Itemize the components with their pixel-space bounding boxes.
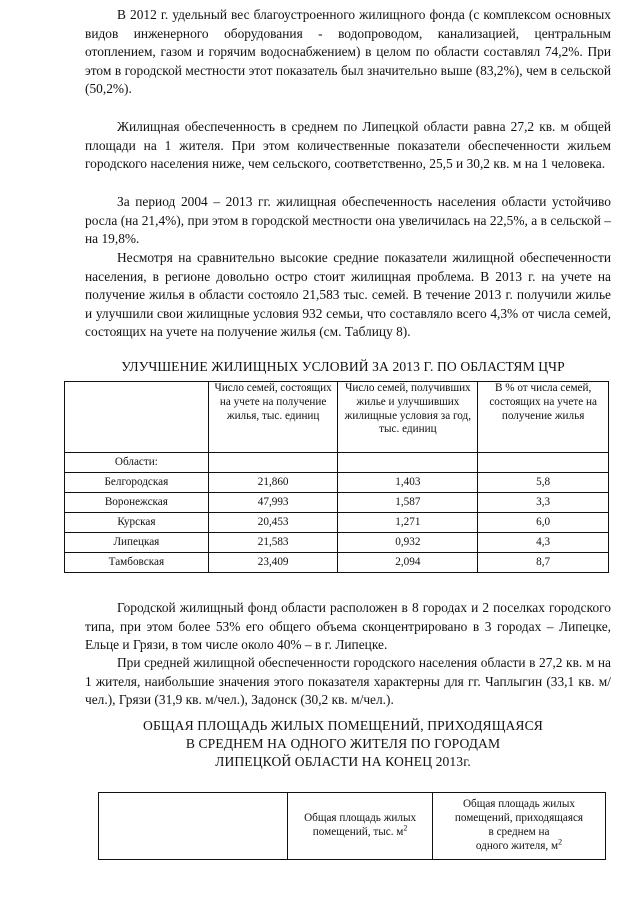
families-improved: 1,271 (338, 513, 478, 533)
table-row (65, 473, 609, 493)
table-row (65, 513, 609, 533)
region-name: Тамбовская (65, 553, 209, 573)
paragraph-urban-housing-provision: При средней жилищной обеспеченности городского населения области в 27,2 кв. м на 1 жителя, наибольшие значения этого показателя характерны для гг. Чаплыгин (33,1 кв. м/чел.), Грязи (31,9 кв. м/чел.), Задонск (30,2 кв. м/чел.). (85, 655, 611, 708)
families-registered: 21,860 (208, 473, 338, 493)
superscript: 2 (403, 823, 408, 833)
table-header-area-per-resident: Общая площадь жилых помещений, приходящаяся в среднем на одного жителя, $м^2$ (432, 793, 605, 860)
living-area-table (98, 792, 606, 860)
table-header-cell-empty (65, 382, 209, 453)
region-name: Белгородская (65, 473, 209, 493)
paragraph-housing-growth: За период 2004 – 2013 гг. жилищная обеспеченность населения области устойчиво росла (на 21,4%), при этом в городской местности она увеличилась на 22,5%, а в сельской – на 19,8%. (85, 194, 611, 247)
region-name: Липецкая (65, 533, 209, 553)
percent-improved: 4,3 (478, 533, 609, 553)
table-header-cell-empty (99, 793, 288, 860)
table-header-total-area: Общая площадь жилых помещений, тыс. $м^2$ (288, 793, 433, 860)
table-header-percent: В % от числа семей, состоящих на учете на получение жилья (478, 382, 609, 453)
region-name: Курская (65, 513, 209, 533)
percent-improved: 8,7 (478, 553, 609, 573)
housing-improvement-table (64, 381, 609, 573)
table2-title-line: ОБЩАЯ ПЛОЩАДЬ ЖИЛЫХ ПОМЕЩЕНИЙ, ПРИХОДЯЩАЯСЯ (143, 718, 543, 733)
percent-improved: 3,3 (478, 493, 609, 513)
paragraph-housing-provision: Жилищная обеспеченность в среднем по Липецкой области равна 27,2 кв. м общей площади на 1 жителя. При этом количественные показатели обеспеченности жильем городского населения ниже, чем сельского, соответственно, 25,5 и 30,2 кв. м на 1 человека. (85, 119, 611, 172)
families-registered: 21,583 (208, 533, 338, 553)
families-improved: 1,587 (338, 493, 478, 513)
table-group-row (65, 453, 609, 473)
paragraph-housing-amenities: В 2012 г. удельный вес благоустроенного жилищного фонда (с комплексом основных видов инженерного оборудования - водопроводом, канализацией, центральным отоплением, газом и горячим водоснабжением) в целом по области составлял 74,2%. При этом в городской местности этот показатель был значительно выше (83,2%), чем в сельской (50,2%). (85, 7, 611, 97)
families-improved: 0,932 (338, 533, 478, 553)
paragraph-urban-housing-fund: Городской жилищный фонд области расположен в 8 городах и 2 поселках городского типа, при этом более 53% его общего объема сконцентрировано в 3 городах – Липецке, Ельце и Грязи, в том числе около 40% – в г. Липецке. (85, 600, 611, 653)
table2-title (60, 717, 626, 771)
table-header-families-improved: Число семей, получивших жилье и улучшивших жилищные условия за год, тыс. единиц (338, 382, 478, 453)
families-registered: 47,993 (208, 493, 338, 513)
percent-improved: 6,0 (478, 513, 609, 533)
table2-title-line: ЛИПЕЦКОЙ ОБЛАСТИ НА КОНЕЦ 2013г. (215, 754, 471, 769)
table-group-label: Области: (65, 453, 209, 473)
paragraph-housing-problem: Несмотря на сравнительно высокие средние показатели жилищной обеспеченности населения, в регионе довольно остро стоит жилищная проблема. В 2013 г. на учете на получение жилья в области состояло 21,583 тыс. семей. В течение 2013 г. получили жилье и улучшили свои жилищные условия 932 семьи, что составляло всего 4,3% от числа семей, состоящих на учете на получение жилья (см. Таблицу 8). (85, 250, 611, 340)
table1-title: УЛУЧШЕНИЕ ЖИЛИЩНЫХ УСЛОВИЙ ЗА 2013 Г. ПО ОБЛАСТЯМ ЦЧР (121, 359, 565, 374)
table-header-families-registered: Число семей, состоящих на учете на получение жилья, тыс. единиц (208, 382, 338, 453)
superscript: 2 (558, 837, 563, 847)
families-improved: 1,403 (338, 473, 478, 493)
table-header-row (65, 382, 609, 453)
percent-improved: 5,8 (478, 473, 609, 493)
families-registered: 23,409 (208, 553, 338, 573)
region-name: Воронежская (65, 493, 209, 513)
families-improved: 2,094 (338, 553, 478, 573)
table-row (65, 533, 609, 553)
table2-title-line: В СРЕДНЕМ НА ОДНОГО ЖИТЕЛЯ ПО ГОРОДАМ (185, 736, 501, 751)
table-row (65, 493, 609, 513)
families-registered: 20,453 (208, 513, 338, 533)
table-row (65, 553, 609, 573)
table-header-row (99, 793, 606, 860)
